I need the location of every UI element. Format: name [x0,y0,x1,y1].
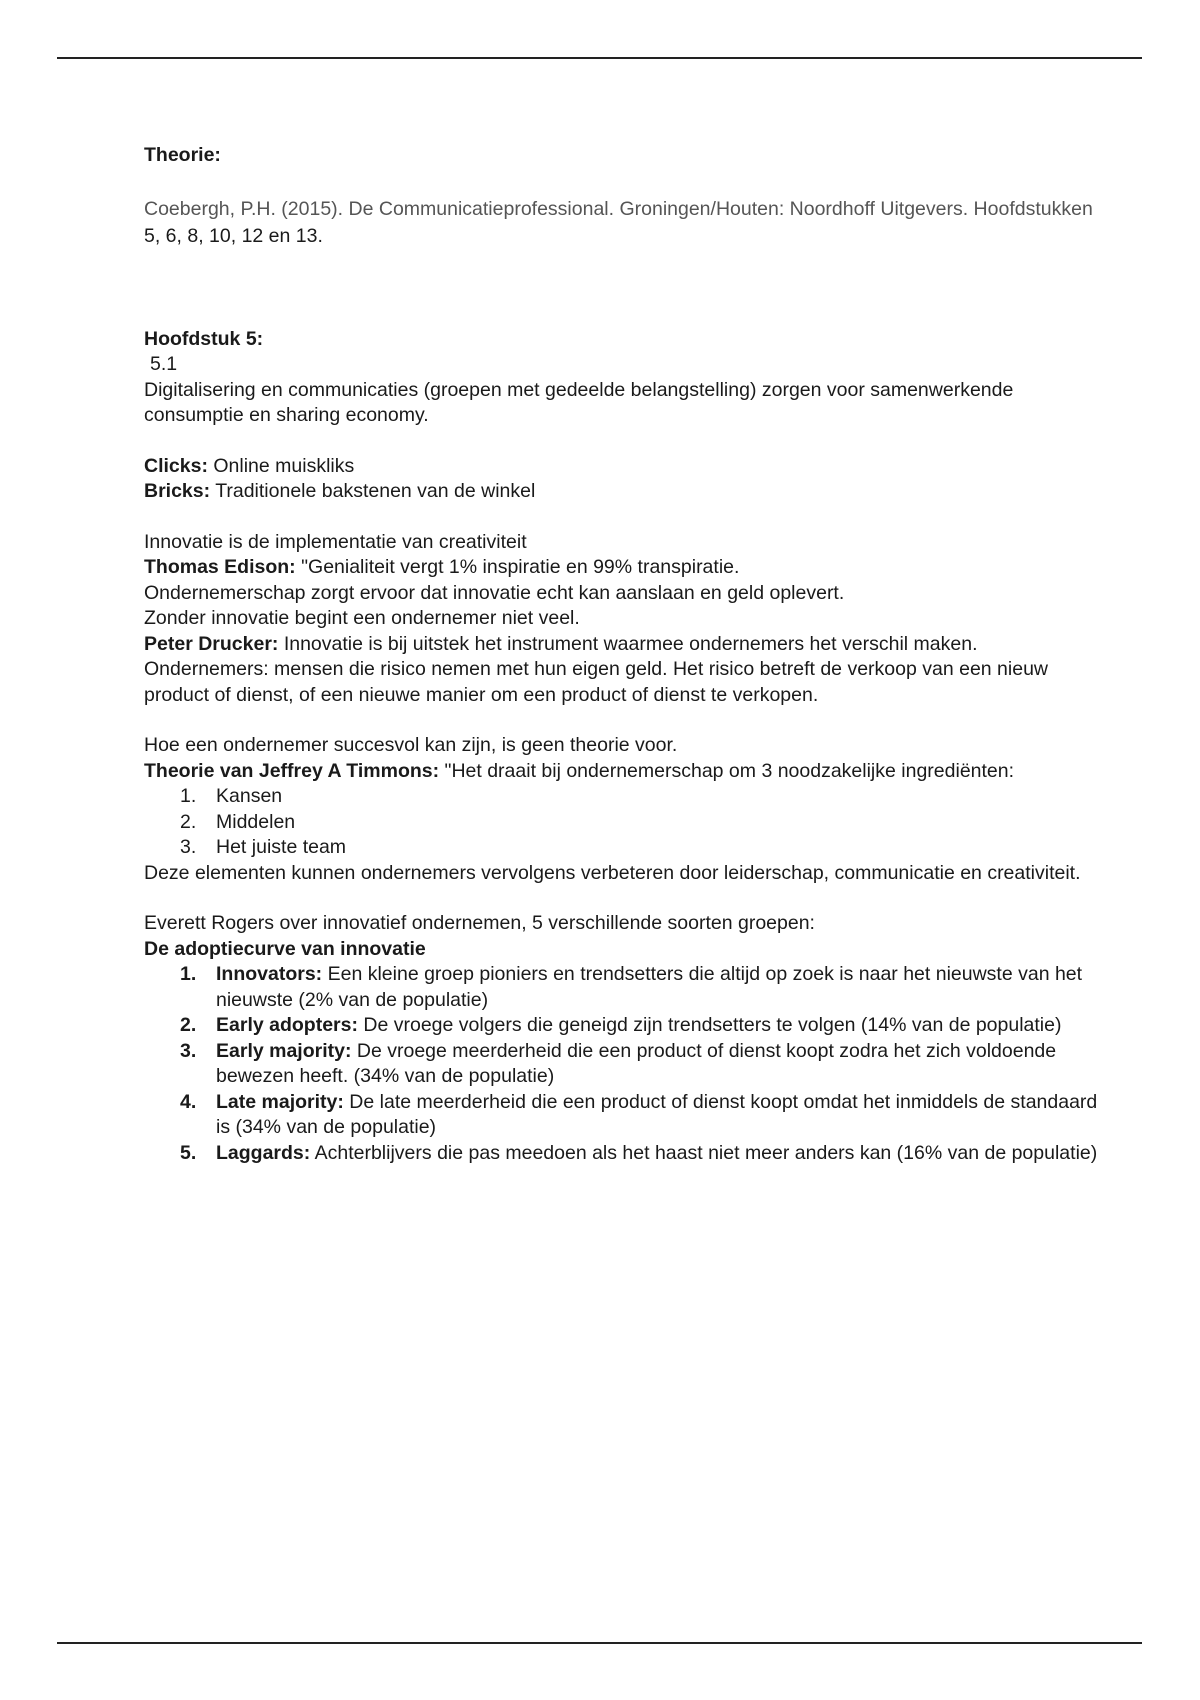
ondernemers-definition: Ondernemers: mensen die risico nemen met hun eigen geld. Het risico betreft de verkoop van een nieuw product of dienst, of een nieuwe manier om een product of dienst te verkopen. [144,658,1048,706]
zonder-line: Zonder innovatie begint een ondernemer niet veel. [144,607,580,629]
clicks-line [144,454,1104,480]
drucker-label: Peter Drucker: [144,632,279,655]
list-item: 4. Late majority: De late meerderheid die een product of dienst koopt omdat het inmiddels de standaard is (34% van de populatie) [180,1090,1098,1138]
reference-grey: Coebergh, P.H. (2015). De Communicatieprofessional. Groningen/Houten: Noordhoff Uitgevers. Hoofdstukken [144,197,1093,220]
reference-chapters: 5, 6, 8, 10, 12 en 13. [144,224,323,247]
clicks-text: Online muiskliks [207,454,355,477]
clicks-label: Clicks: [144,454,208,477]
list-item: 3. Early majority: De vroege meerderheid die een product of dienst koopt zodra het zich voldoende bewezen heeft. (34% van de populatie) [180,1039,1057,1087]
bricks-line [144,479,1104,505]
edison-quote [144,555,1104,581]
ingredients-list [144,784,1104,861]
drucker-text: Innovatie is bij uitstek het instrument waarmee ondernemers het verschil maken. [278,632,978,655]
timmons-theory [144,759,1104,785]
list-item: 1. Innovators: Een kleine groep pioniers en trendsetters die altijd op zoek is naar het nieuwste van het nieuwste (2% van de populatie) [180,963,1083,1011]
curve-heading: De adoptiecurve van innovatie [144,937,426,960]
list-item: 2. Middelen [180,810,296,833]
theorie-heading: Theorie: [144,144,221,166]
edison-label: Thomas Edison: [144,556,296,578]
rogers-line: Everett Rogers over innovatief ondernemen, 5 verschillende soorten groepen: [144,912,815,934]
top-rule [57,57,1142,59]
document-body [144,143,1104,1166]
reference-text [144,196,1104,250]
section-number: 5.1 [150,353,178,375]
chapter-heading: Hoofdstuk 5: [144,327,264,350]
list-item: 2. Early adopters: De vroege volgers die geneigd zijn trendsetters te volgen (14% van de populatie) [180,1014,1062,1036]
intro-paragraph: Digitalisering en communicaties (groepen met gedeelde belangstelling) zorgen voor samenwerkende consumptie en sharing economy. [144,378,1014,426]
bricks-label: Bricks: [144,480,211,502]
bottom-rule [57,1642,1142,1644]
succes-line: Hoe een ondernemer succesvol kan zijn, is geen theorie voor. [144,734,678,756]
timmons-label: Theorie van Jeffrey A Timmons: [144,759,440,782]
list-item: 5. Laggards: Achterblijvers die pas meedoen als het haast niet meer anders kan (16% van de populatie) [180,1141,1098,1164]
timmons-text: "Het draait bij ondernemerschap om 3 noodzakelijke ingrediënten: [439,759,1015,782]
list-item: 3. Het juiste team [180,836,347,858]
edison-text: "Genialiteit vergt 1% inspiratie en 99% transpiratie. [295,556,740,578]
drucker-quote [144,632,1104,658]
elements-paragraph: Deze elementen kunnen ondernemers vervolgens verbeteren door leiderschap, communicatie en creativiteit. [144,861,1081,884]
adoption-list [144,962,1104,1166]
ondernemerschap-line: Ondernemerschap zorgt ervoor dat innovatie echt kan aanslaan en geld oplevert. [144,581,845,604]
list-item: 1. Kansen [180,785,283,807]
bricks-text: Traditionele bakstenen van de winkel [210,480,536,502]
innovation-definition: Innovatie is de implementatie van creativiteit [144,530,527,553]
